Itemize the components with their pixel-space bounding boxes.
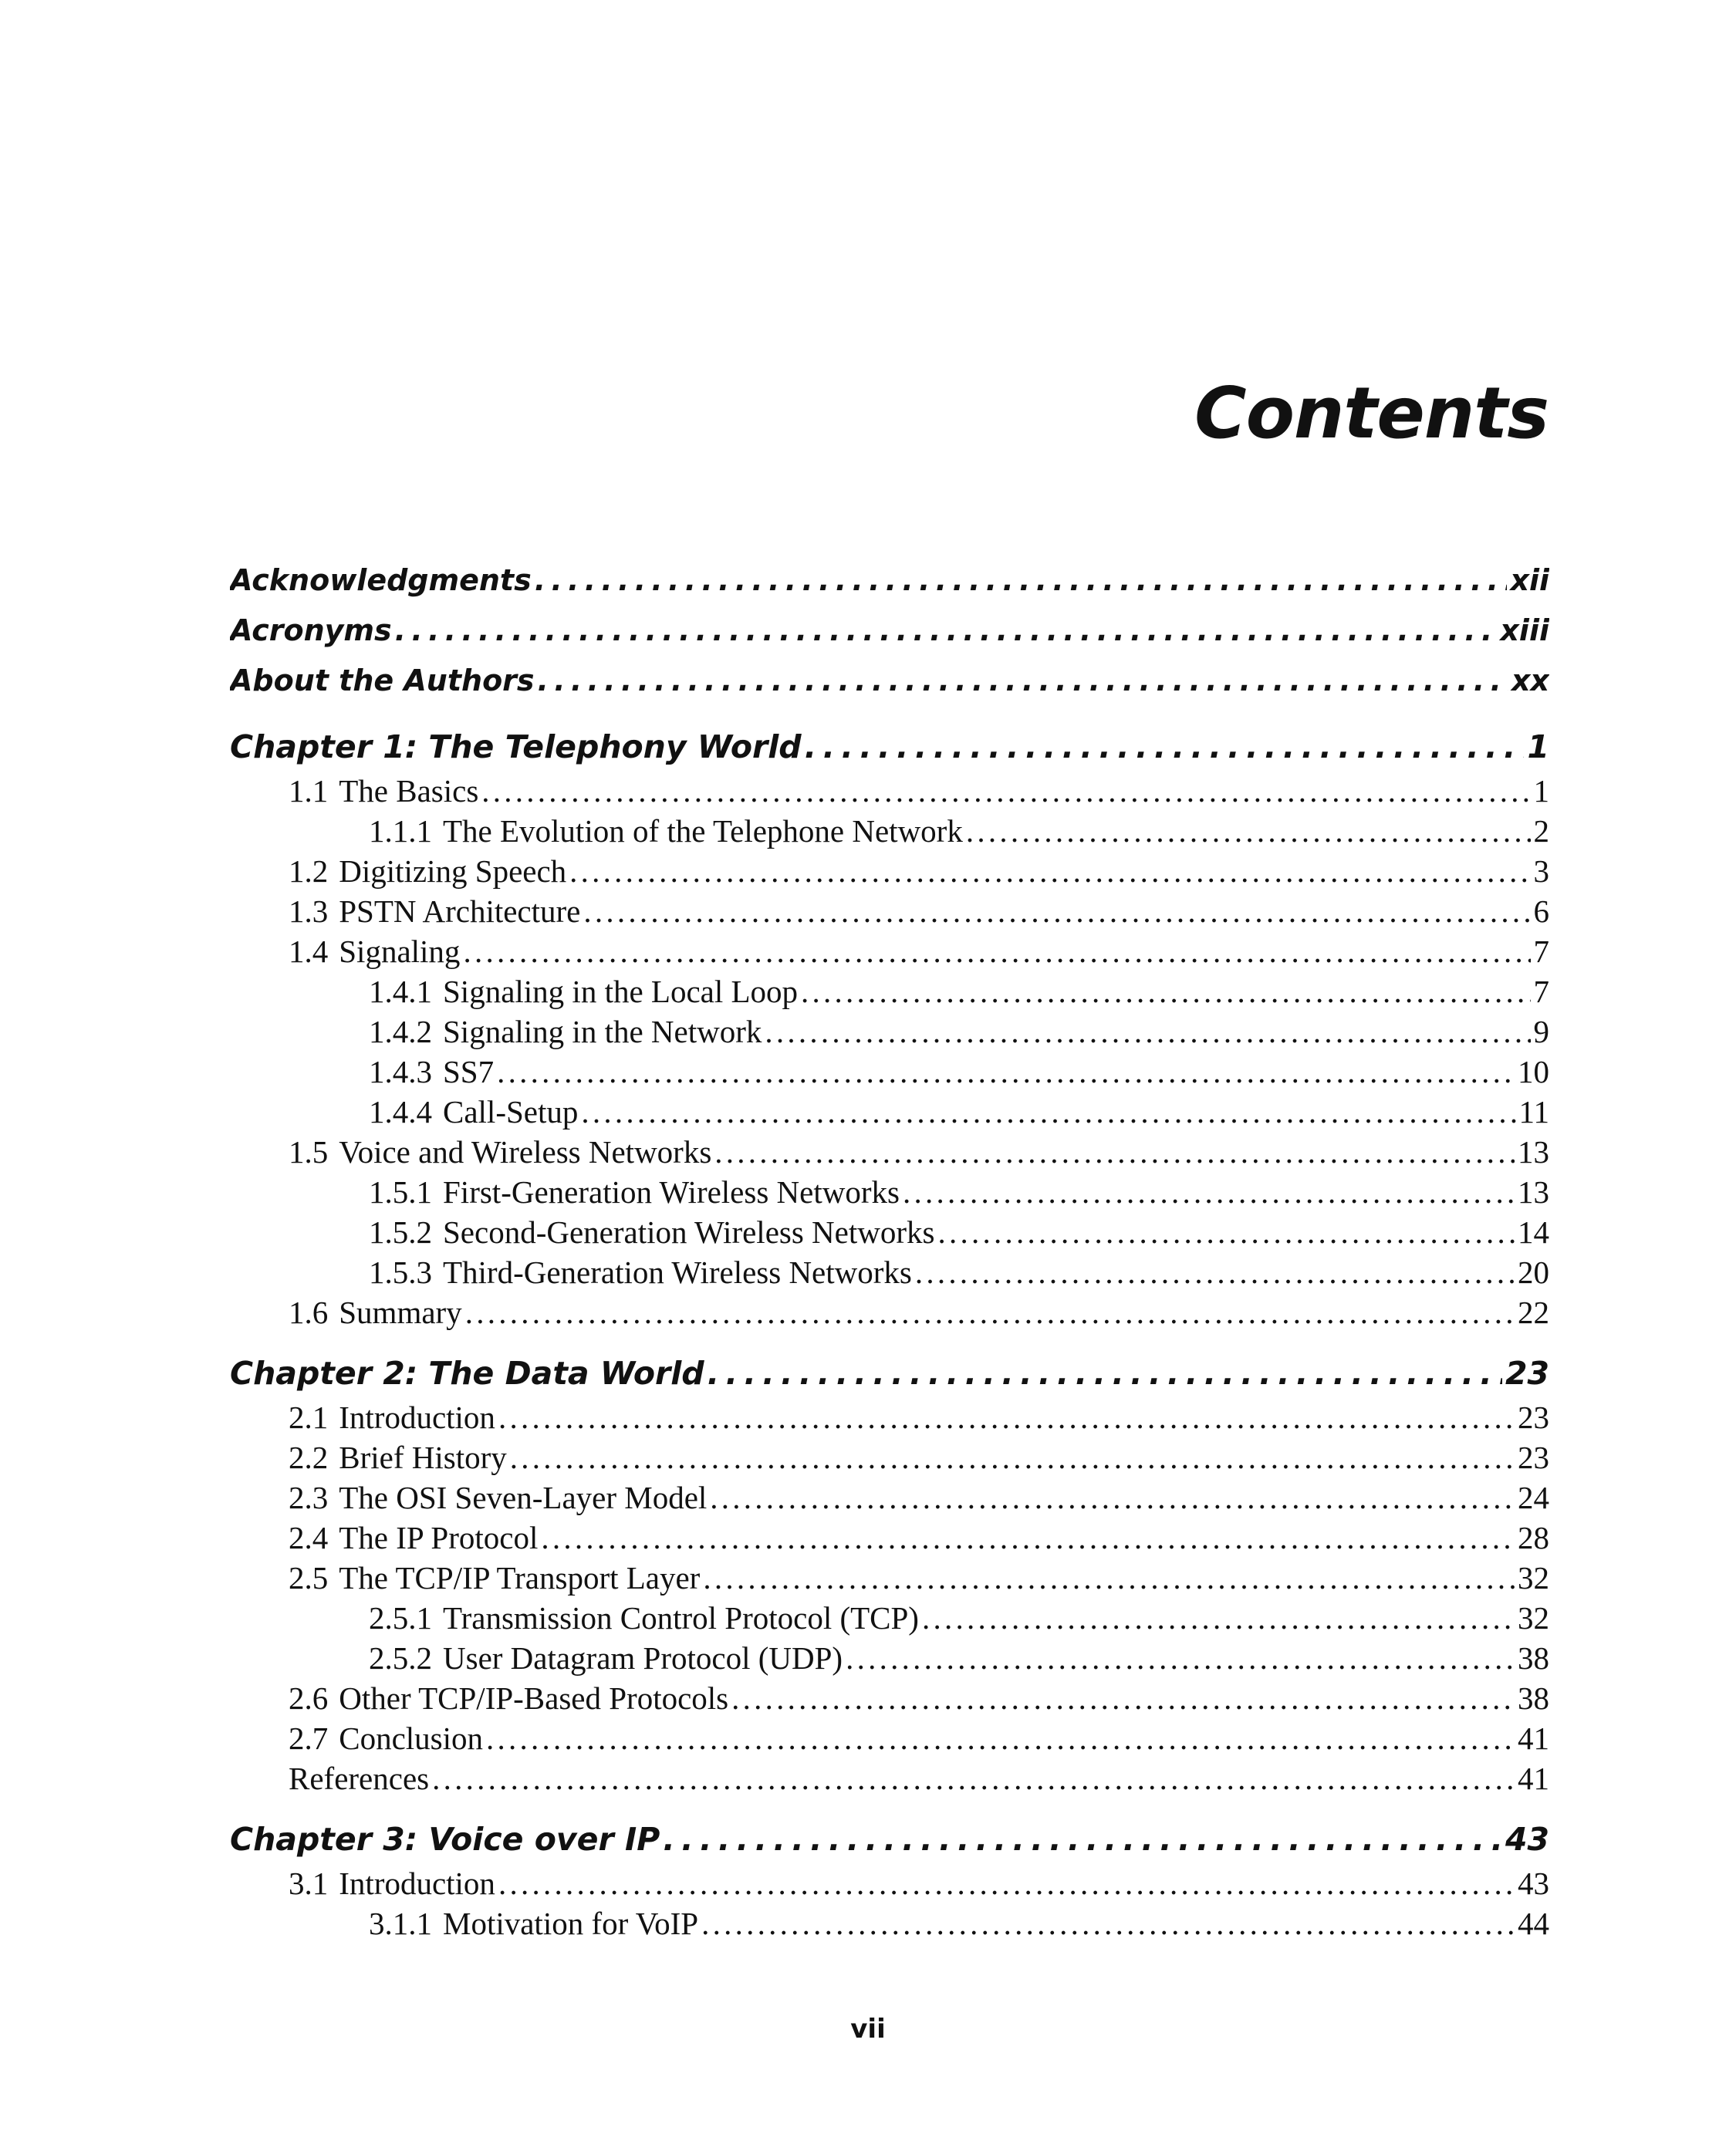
- subsection-entry[interactable]: [230, 1252, 1549, 1292]
- dot-leader: [663, 1815, 1502, 1863]
- dot-leader: [805, 723, 1525, 771]
- dot-leader: [915, 1252, 1515, 1292]
- dot-leader: [498, 1397, 1515, 1437]
- toc-entry-number: 2.5.1: [369, 1600, 432, 1636]
- toc-entry-page: 28: [1518, 1520, 1549, 1555]
- toc-entry-page: 1: [1527, 728, 1549, 765]
- toc-entry-title: Second-Generation Wireless Networks: [443, 1214, 935, 1250]
- toc-entry-number: 2.7: [289, 1721, 329, 1756]
- section-entry[interactable]: [230, 1292, 1549, 1332]
- section-entry[interactable]: [230, 771, 1549, 811]
- toc-entry-label: [369, 1598, 919, 1638]
- toc-entry-number: 2.3: [289, 1480, 329, 1515]
- toc-entry-number: 2.2: [289, 1440, 329, 1475]
- toc-entry-number: 1.1.1: [369, 813, 432, 849]
- dot-leader: [731, 1678, 1515, 1718]
- dot-leader: [486, 1718, 1515, 1758]
- toc-entry-page: 23: [1518, 1400, 1549, 1435]
- dot-leader: [703, 1558, 1515, 1598]
- toc-entry-label: [289, 771, 478, 811]
- dot-leader: [714, 1132, 1515, 1172]
- toc-entry-label: [369, 971, 798, 1011]
- toc-entry-label: [289, 1397, 495, 1437]
- toc-entry-number: 1.4: [289, 934, 329, 969]
- dot-leader: [937, 1212, 1515, 1252]
- section-entry[interactable]: [230, 851, 1549, 891]
- dot-leader: [395, 606, 1498, 656]
- toc-entry-label: [230, 606, 392, 656]
- toc-entry-title: Digitizing Speech: [339, 853, 567, 889]
- dot-leader: [463, 931, 1530, 971]
- dot-leader: [535, 556, 1508, 606]
- toc-entry-page: 41: [1518, 1721, 1549, 1756]
- section-entry[interactable]: [230, 1758, 1549, 1798]
- dot-leader: [583, 891, 1530, 931]
- toc-entry-page: 38: [1518, 1640, 1549, 1676]
- toc-entry-number: 2.6: [289, 1680, 329, 1716]
- toc-entry-label: [289, 851, 566, 891]
- dot-leader: [538, 656, 1508, 706]
- subsection-entry[interactable]: [230, 1172, 1549, 1212]
- toc-entry-page: 32: [1518, 1560, 1549, 1596]
- toc-entry-label: [289, 1863, 495, 1903]
- subsection-entry[interactable]: [230, 1092, 1549, 1132]
- dot-leader: [966, 811, 1531, 851]
- dot-leader: [510, 1437, 1515, 1477]
- toc-entry-title: Summary: [339, 1295, 462, 1330]
- chapter-heading[interactable]: [230, 1349, 1549, 1397]
- toc-entry-title: Motivation for VoIP: [443, 1906, 699, 1941]
- subsection-entry[interactable]: [230, 1052, 1549, 1092]
- toc-entry-page: 43: [1505, 1821, 1549, 1858]
- section-entry[interactable]: [230, 1558, 1549, 1598]
- front-matter-entry[interactable]: [230, 656, 1549, 706]
- dot-leader: [903, 1172, 1515, 1212]
- toc-entry-label: [289, 891, 580, 931]
- toc-entry-label: [369, 1638, 843, 1678]
- toc-entry-title: The Basics: [339, 773, 479, 809]
- toc-entry-title: Signaling in the Local Loop: [443, 974, 799, 1009]
- toc-entry-page: 41: [1518, 1761, 1549, 1796]
- toc-entry-label: [369, 1052, 494, 1092]
- section-entry[interactable]: [230, 1132, 1549, 1172]
- toc-entry-page: 43: [1518, 1866, 1549, 1901]
- toc-entry-number: 1.4.2: [369, 1014, 432, 1049]
- toc-entry-number: 2.1: [289, 1400, 329, 1435]
- page-number: vii: [850, 2014, 886, 2045]
- toc-entry-label: [230, 656, 535, 706]
- toc-entry-number: 2.5: [289, 1560, 329, 1596]
- toc-entry-page: 32: [1518, 1600, 1549, 1636]
- toc-entry-title: PSTN Architecture: [339, 893, 581, 929]
- dot-leader: [801, 971, 1530, 1011]
- toc-entry-label: [289, 1477, 707, 1518]
- section-entry[interactable]: [230, 1678, 1549, 1718]
- toc-entry-page: 44: [1518, 1906, 1549, 1941]
- toc-entry-label: [230, 1815, 660, 1863]
- toc-entry-number: 1.4.4: [369, 1094, 432, 1130]
- page-title: Contents: [1194, 372, 1549, 454]
- toc-entry-number: 3.1: [289, 1866, 329, 1901]
- toc-entry-page: 6: [1533, 893, 1549, 929]
- toc-entry-number: 1.5: [289, 1134, 329, 1170]
- section-entry[interactable]: [230, 1718, 1549, 1758]
- toc-entry-title: Transmission Control Protocol (TCP): [443, 1600, 919, 1636]
- toc-entry-label: [369, 1092, 578, 1132]
- toc-entry-title: The Evolution of the Telephone Network: [443, 813, 963, 849]
- toc-entry-page: 22: [1518, 1295, 1549, 1330]
- dot-leader: [922, 1598, 1515, 1638]
- toc-entry-page: 23: [1505, 1355, 1549, 1392]
- toc-entry-label: [369, 1212, 934, 1252]
- toc-entry-title: The OSI Seven-Layer Model: [339, 1480, 708, 1515]
- toc-entry-title: Signaling: [339, 934, 461, 969]
- toc-entry-page: 9: [1533, 1014, 1549, 1049]
- toc-entry-page: xii: [1510, 563, 1549, 597]
- section-entry[interactable]: [230, 1518, 1549, 1558]
- toc-entry-title: Voice and Wireless Networks: [339, 1134, 712, 1170]
- toc-entry-page: 14: [1518, 1214, 1549, 1250]
- toc-entry-page: 2: [1533, 813, 1549, 849]
- dot-leader: [432, 1758, 1515, 1798]
- toc-entry-number: 1.4.1: [369, 974, 432, 1009]
- toc-entry-label: [289, 1718, 483, 1758]
- toc-entry-title: Chapter 1: The Telephony World: [230, 728, 802, 765]
- toc-entry-label: [289, 1292, 462, 1332]
- toc-entry-label: [289, 1437, 507, 1477]
- toc-entry-label: [230, 723, 802, 771]
- toc-entry-page: 13: [1518, 1134, 1549, 1170]
- dot-leader: [765, 1011, 1530, 1052]
- toc-entry-label: [230, 556, 532, 606]
- toc-entry-label: [369, 1172, 900, 1212]
- toc-entry-label: [369, 1903, 698, 1943]
- toc-entry-page: 13: [1518, 1174, 1549, 1210]
- toc-entry-title: Acronyms: [230, 613, 392, 647]
- toc-entry-title: SS7: [443, 1054, 495, 1089]
- toc-entry-page: 38: [1518, 1680, 1549, 1716]
- toc-entry-title: Brief History: [339, 1440, 507, 1475]
- dot-leader: [497, 1052, 1515, 1092]
- toc-entry-label: [289, 1558, 700, 1598]
- subsection-entry[interactable]: [230, 1638, 1549, 1678]
- subsection-entry[interactable]: [230, 1903, 1549, 1943]
- section-entry[interactable]: [230, 1863, 1549, 1903]
- front-matter: [230, 556, 1549, 706]
- dot-leader: [581, 1092, 1515, 1132]
- toc-entry-number: 1.4.3: [369, 1054, 432, 1089]
- dot-leader: [465, 1292, 1515, 1332]
- subsection-entry[interactable]: [230, 1598, 1549, 1638]
- toc-entry-page: 1: [1533, 773, 1549, 809]
- dot-leader: [541, 1518, 1515, 1558]
- toc-entry-page: 24: [1518, 1480, 1549, 1515]
- toc-entry-page: 3: [1533, 853, 1549, 889]
- toc-entry-number: 1.1: [289, 773, 329, 809]
- toc-entry-page: 7: [1533, 934, 1549, 969]
- toc-entry-page: 23: [1518, 1440, 1549, 1475]
- dot-leader: [846, 1638, 1515, 1678]
- dot-leader: [708, 1349, 1502, 1397]
- dot-leader: [569, 851, 1530, 891]
- toc-entry-label: [289, 1132, 711, 1172]
- toc-entry-title: Signaling in the Network: [443, 1014, 762, 1049]
- toc-entry-title: The TCP/IP Transport Layer: [339, 1560, 701, 1596]
- toc-entry-title: Other TCP/IP-Based Protocols: [339, 1680, 729, 1716]
- section-entry[interactable]: [230, 1397, 1549, 1437]
- toc-entry-page: xx: [1511, 664, 1549, 697]
- subsection-entry[interactable]: [230, 1212, 1549, 1252]
- toc-entry-number: 2.5.2: [369, 1640, 432, 1676]
- toc-entry-label: [369, 1011, 762, 1052]
- section-entry[interactable]: [230, 1477, 1549, 1518]
- front-matter-entry[interactable]: [230, 556, 1549, 606]
- toc-entry-title: Introduction: [339, 1866, 495, 1901]
- toc-entry-page: 20: [1518, 1255, 1549, 1290]
- toc-entry-title: The IP Protocol: [339, 1520, 539, 1555]
- toc-entry-title: Introduction: [339, 1400, 495, 1435]
- toc-entry-title: About the Authors: [230, 664, 535, 697]
- section-entry[interactable]: [230, 931, 1549, 971]
- dot-leader: [710, 1477, 1515, 1518]
- toc-entry-label: [369, 811, 963, 851]
- toc-entry-number: 1.3: [289, 893, 329, 929]
- toc-entry-title: Acknowledgments: [230, 563, 532, 597]
- toc-entry-page: 7: [1533, 974, 1549, 1009]
- toc-entry-page: 11: [1518, 1094, 1549, 1130]
- toc-entry-page: xiii: [1500, 613, 1549, 647]
- toc-entry-number: 1.6: [289, 1295, 329, 1330]
- table-of-contents: [230, 556, 1549, 1943]
- toc-entry-number: 1.5.3: [369, 1255, 432, 1290]
- toc-entry-number: 2.4: [289, 1520, 329, 1555]
- toc-entry-title: Call-Setup: [443, 1094, 579, 1130]
- toc-entry-page: 10: [1518, 1054, 1549, 1089]
- dot-leader: [701, 1903, 1515, 1943]
- chapter-heading[interactable]: [230, 1815, 1549, 1863]
- subsection-entry[interactable]: [230, 811, 1549, 851]
- section-entry[interactable]: [230, 1437, 1549, 1477]
- toc-entry-number: 1.2: [289, 853, 329, 889]
- toc-entry-number: 1.5.1: [369, 1174, 432, 1210]
- subsection-entry[interactable]: [230, 971, 1549, 1011]
- toc-entry-title: Conclusion: [339, 1721, 484, 1756]
- toc-entry-title: Third-Generation Wireless Networks: [443, 1255, 912, 1290]
- chapter-list: [230, 723, 1549, 1943]
- toc-entry-label: [289, 1518, 538, 1558]
- toc-entry-label: [289, 931, 460, 971]
- toc-entry-label: [289, 1678, 728, 1718]
- chapter-heading[interactable]: [230, 723, 1549, 771]
- toc-entry-title: Chapter 3: Voice over IP: [230, 1821, 660, 1858]
- toc-entry-title: References: [289, 1761, 430, 1796]
- front-matter-entry[interactable]: [230, 606, 1549, 656]
- dot-leader: [481, 771, 1530, 811]
- section-entry[interactable]: [230, 891, 1549, 931]
- toc-entry-label: [289, 1758, 429, 1798]
- toc-entry-title: User Datagram Protocol (UDP): [443, 1640, 843, 1676]
- toc-entry-number: 3.1.1: [369, 1906, 432, 1941]
- dot-leader: [498, 1863, 1515, 1903]
- toc-entry-title: First-Generation Wireless Networks: [443, 1174, 900, 1210]
- subsection-entry[interactable]: [230, 1011, 1549, 1052]
- toc-entry-label: [230, 1349, 704, 1397]
- toc-entry-title: Chapter 2: The Data World: [230, 1355, 704, 1392]
- toc-entry-number: 1.5.2: [369, 1214, 432, 1250]
- toc-entry-label: [369, 1252, 912, 1292]
